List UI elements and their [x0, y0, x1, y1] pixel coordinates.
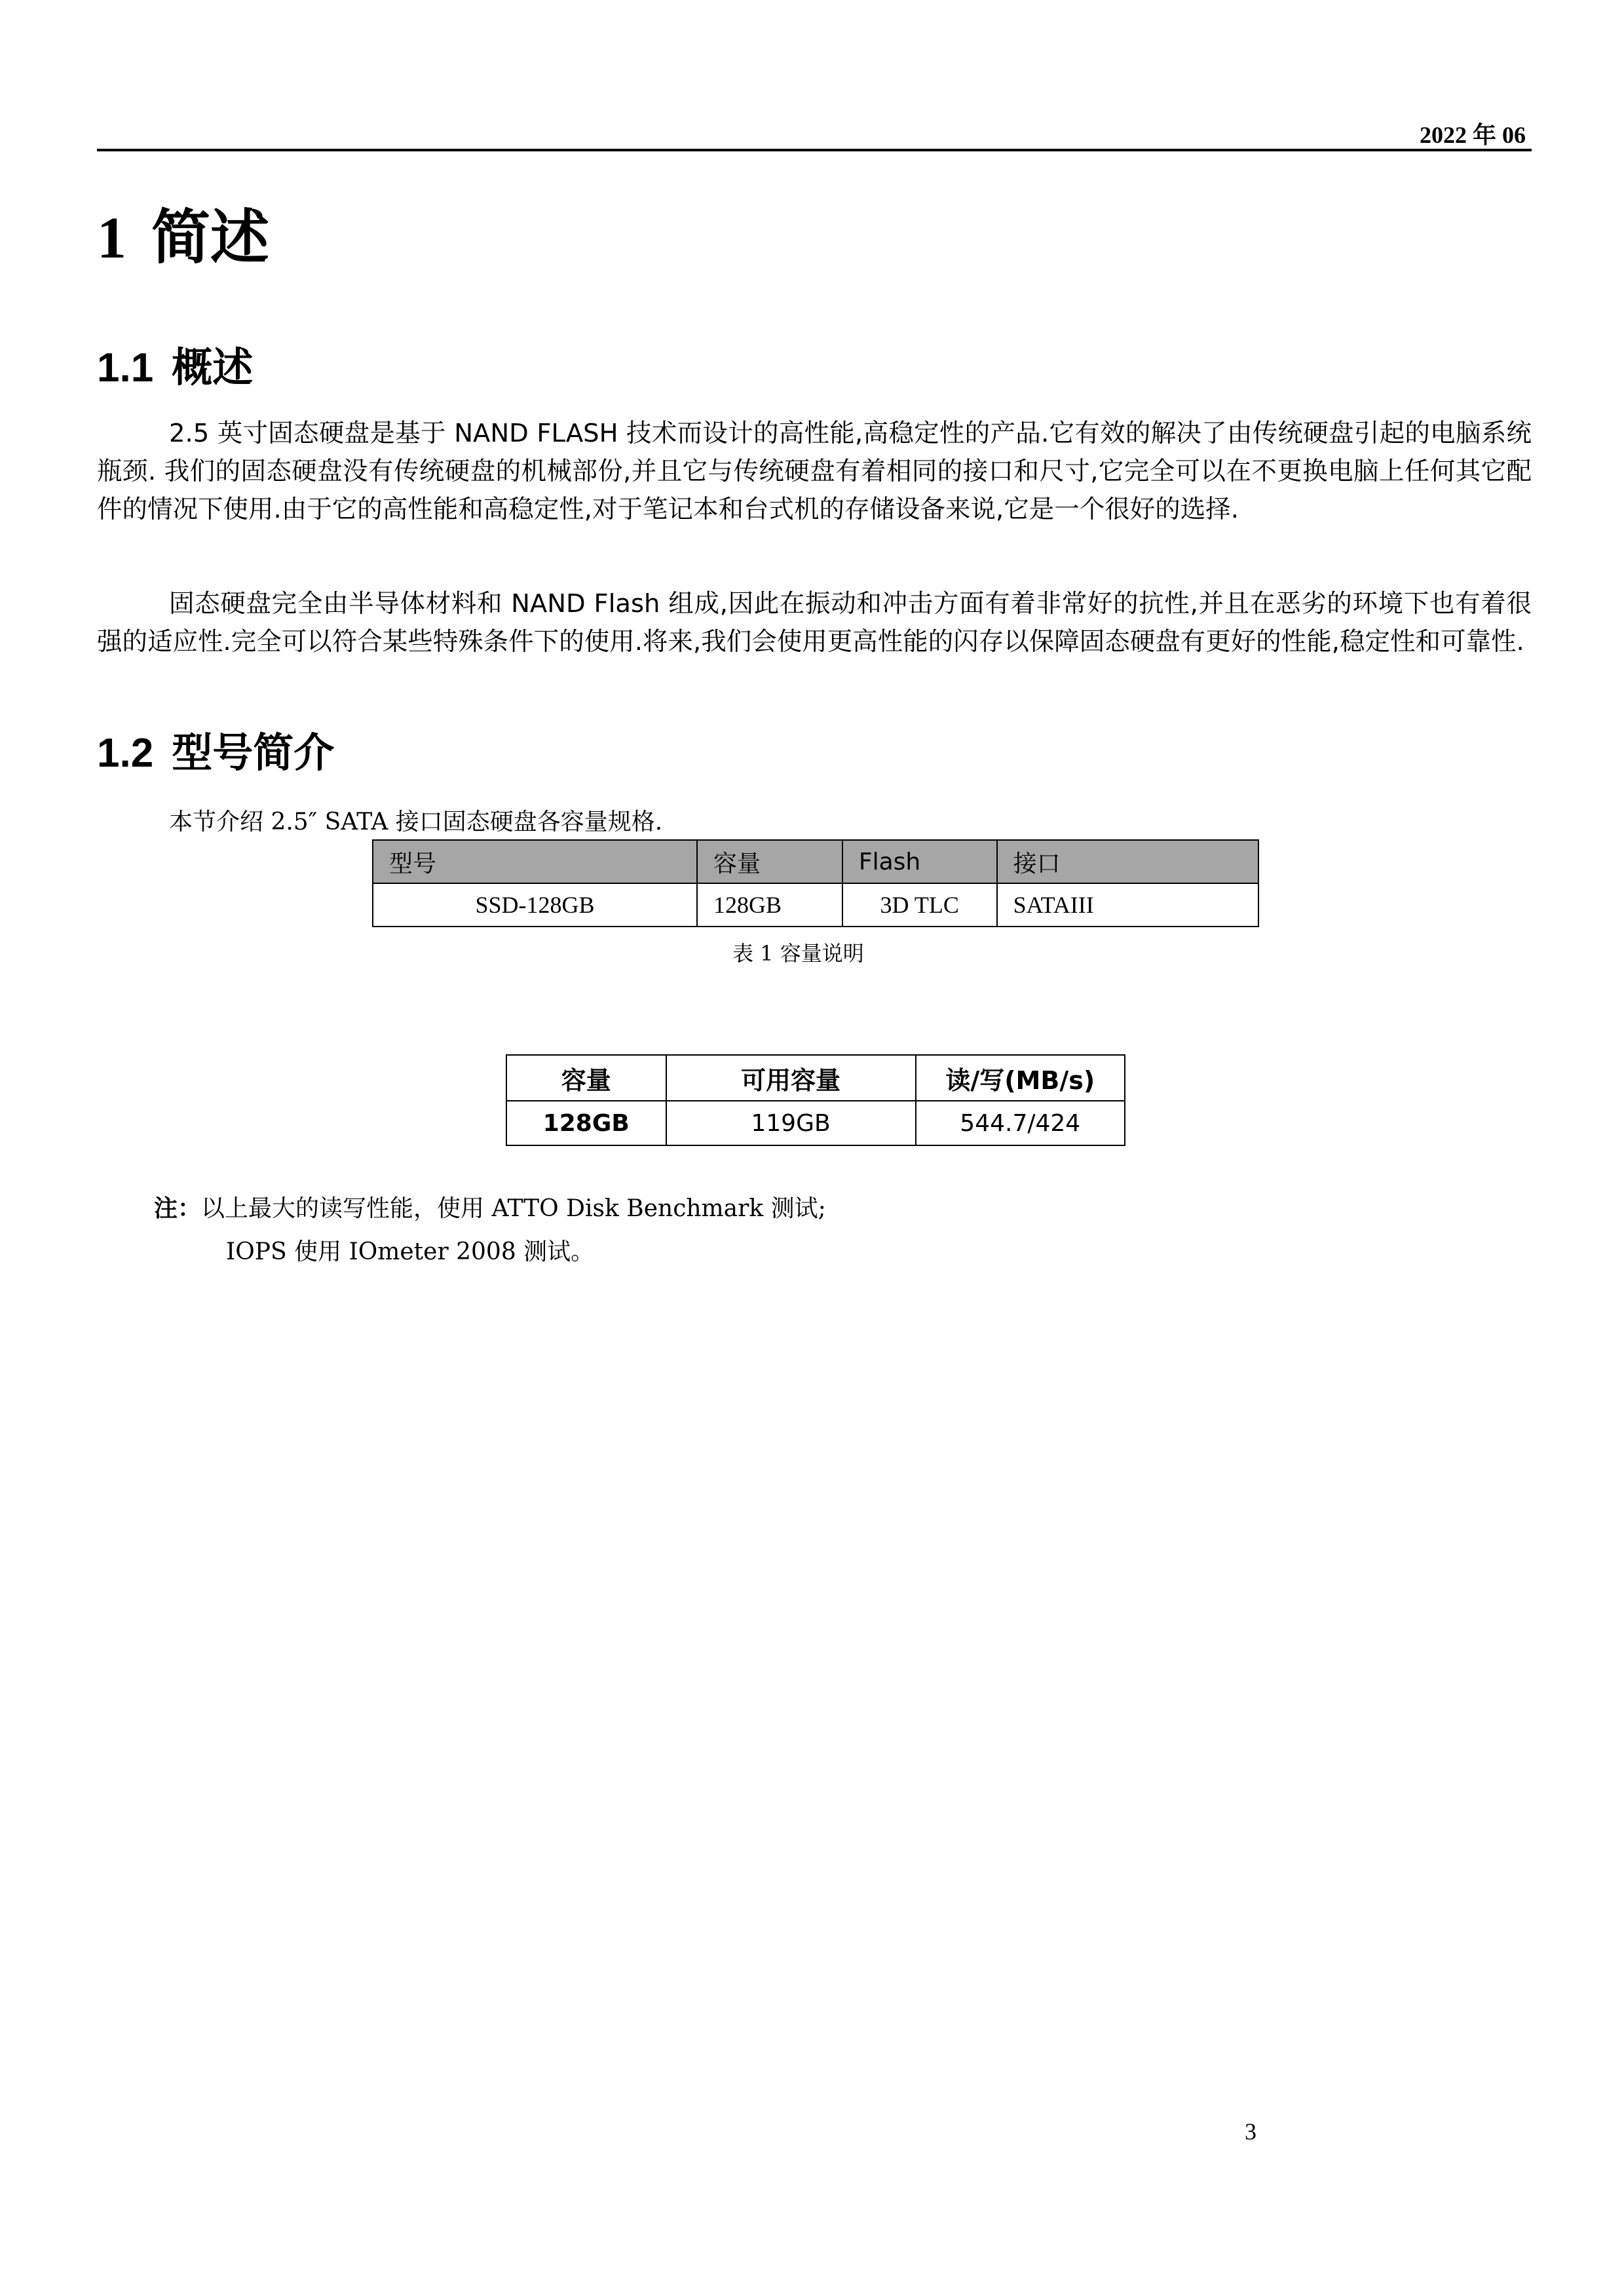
table-cell: 119GB: [666, 1101, 916, 1145]
performance-table: [506, 1054, 1125, 1146]
table-cell: 128GB: [506, 1101, 666, 1145]
page-number: 3: [1245, 2118, 1256, 2145]
model-intro-text: 本节介绍 2.5″ SATA 接口固态硬盘各容量规格.: [169, 809, 663, 835]
note-line-2: IOPS 使用 IOmeter 2008 测试。: [226, 1238, 595, 1265]
table-header-cell: 接口: [997, 840, 1258, 883]
section-number: 1.2: [97, 731, 154, 776]
table-cell: 128GB: [697, 883, 842, 927]
note-text: 以上最大的读写性能，使用 ATTO Disk Benchmark 测试;: [201, 1195, 826, 1222]
overview-paragraph-2: 固态硬盘完全由半导体材料和 NAND Flash 组成,因此在振动和冲击方面有着非常好的抗性,并且在恶劣的环境下也有着很强的适应性.完全可以符合某些特殊条件下的使用.将来,我们会使用更高性能的闪存以保障固态硬盘有更好的性能,稳定性和可靠性.: [97, 589, 1532, 657]
table-header-cell: 型号: [373, 840, 697, 883]
table-header-row: [506, 1055, 1125, 1101]
table-row: [506, 1101, 1125, 1145]
table-cell: 544.7/424: [916, 1101, 1125, 1145]
section-title: 型号简介: [172, 729, 335, 776]
table-cell: 3D TLC: [842, 883, 997, 927]
table-header-cell: 容量: [697, 840, 842, 883]
table-row: [373, 883, 1258, 927]
note-label: 注：: [154, 1195, 202, 1222]
spec-table: [372, 839, 1259, 927]
overview-paragraph-1: 2.5 英寸固态硬盘是基于 NAND FLASH 技术而设计的高性能,高稳定性的产品.它有效的解决了由传统硬盘引起的电脑系统瓶颈. 我们的固态硬盘没有传统硬盘的机械部份,并且它与传统硬盘有着相同的接口和尺寸,它完全可以在不更换电脑上任何其它配件的情况下使用.由于它的高性能和高稳定性,对于笔记本和台式机的存储设备来说,它是一个很好的选择.: [97, 419, 1532, 524]
table-header-cell: 可用容量: [666, 1055, 916, 1101]
header-rule: [97, 149, 1532, 151]
section-number: 1.1: [97, 345, 154, 391]
table-caption: 表 1 容量说明: [732, 941, 864, 966]
section-title: 简述: [151, 203, 269, 272]
table-header-cell: 读/写(MB/s): [916, 1055, 1125, 1101]
section-heading-1: [97, 203, 269, 272]
section-number: 1: [97, 206, 126, 271]
table-cell: SATAIII: [997, 883, 1258, 927]
section-heading-1-2: [97, 729, 335, 776]
table-header-row: [373, 840, 1258, 883]
table-cell: SSD-128GB: [373, 883, 697, 927]
note-line-1: [154, 1190, 826, 1223]
table-header-cell: 容量: [506, 1055, 666, 1101]
section-heading-1-1: [97, 343, 254, 391]
table-header-cell: Flash: [842, 840, 997, 883]
section-title: 概述: [172, 343, 254, 391]
header-date: 2022 年 06: [1419, 122, 1526, 148]
